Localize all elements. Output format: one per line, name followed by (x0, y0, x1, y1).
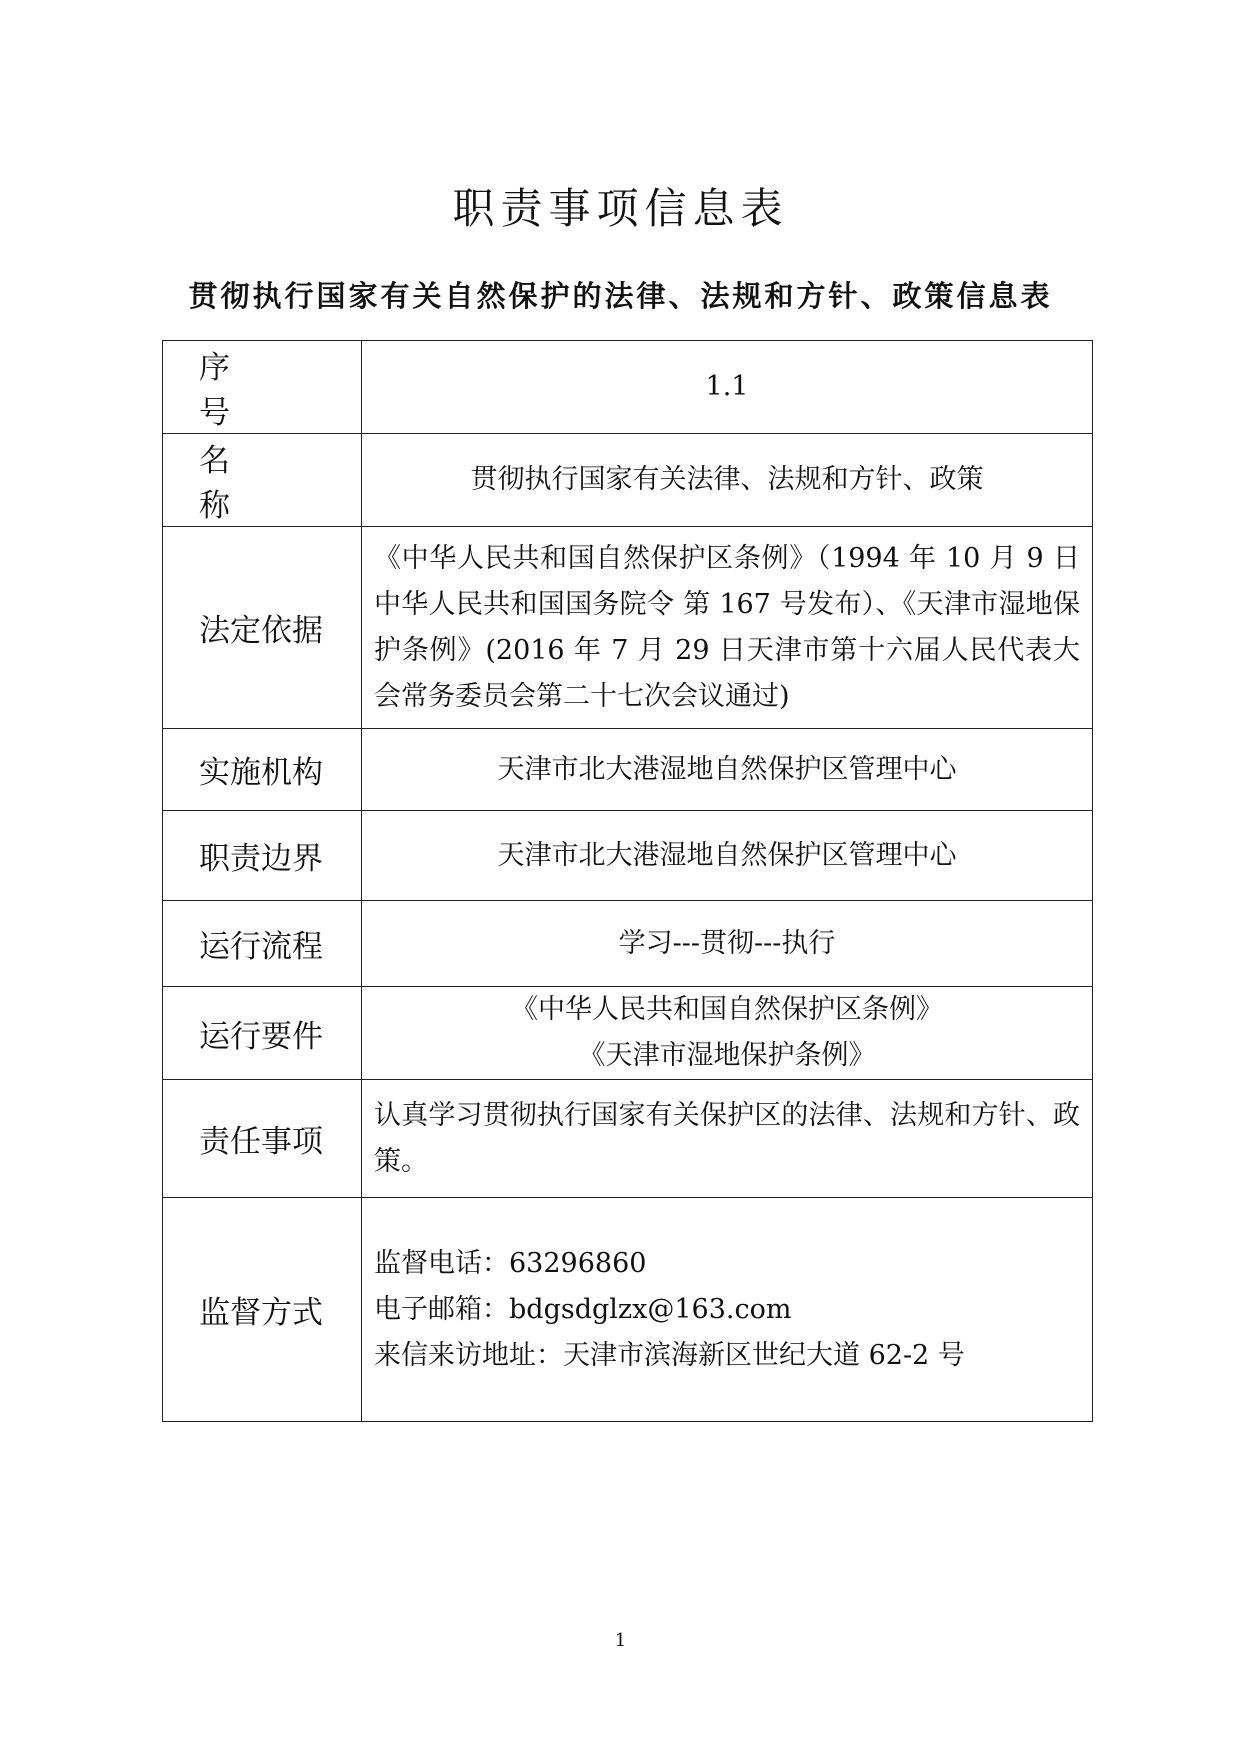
responsibility-boundary-label: 职责边界 (163, 811, 362, 901)
table-row-name (163, 434, 1093, 527)
responsibility-boundary-value: 天津市北大港湿地自然保护区管理中心 (362, 811, 1093, 901)
requirements-label: 运行要件 (163, 987, 362, 1080)
table-row-implementing-body (163, 729, 1093, 811)
table-row-legal-basis (163, 527, 1093, 729)
table-row-process (163, 901, 1093, 987)
process-value: 学习---贯彻---执行 (362, 901, 1093, 987)
implementing-body-label: 实施机构 (163, 729, 362, 811)
legal-basis-value: 《中华人民共和国自然保护区条例》（1994 年 10 月 9 日中华人民共和国国务院令 第 167 号发布）、《天津市湿地保护条例》(2016 年 7 月 29 日天津市第十六届人民代表大会常务委员会第二十七次会议通过) (362, 527, 1093, 729)
implementing-body-value: 天津市北大港湿地自然保护区管理中心 (362, 729, 1093, 811)
supervision-label: 监督方式 (163, 1198, 362, 1422)
supervision-value (362, 1198, 1093, 1422)
requirements-value (362, 987, 1093, 1080)
name-label: 名 称 (163, 434, 362, 527)
table-row-responsibilities (163, 1080, 1093, 1198)
responsibilities-label: 责任事项 (163, 1080, 362, 1198)
supervision-email: 电子邮箱：bdgsdglzx@163.com (374, 1293, 792, 1325)
serial-value: 1.1 (362, 341, 1093, 434)
page-subtitle: 贯彻执行国家有关自然保护的法律、法规和方针、政策信息表 (188, 279, 1053, 313)
table-row-serial (163, 341, 1093, 434)
requirements-line: 《中华人民共和国自然保护区条例》 (511, 994, 943, 1025)
info-table (162, 340, 1093, 1422)
responsibilities-value: 认真学习贯彻执行国家有关保护区的法律、法规和方针、政策。 (362, 1080, 1093, 1198)
table-row-supervision (163, 1198, 1093, 1422)
page-number: 1 (614, 1630, 627, 1651)
legal-basis-label: 法定依据 (163, 527, 362, 729)
supervision-phone: 监督电话：63296860 (374, 1247, 647, 1279)
page-title: 职责事项信息表 (452, 184, 789, 233)
serial-label: 序 号 (163, 341, 362, 434)
requirements-line: 《天津市湿地保护条例》 (578, 1040, 876, 1071)
table-row-requirements (163, 987, 1093, 1080)
process-label: 运行流程 (163, 901, 362, 987)
supervision-address: 来信来访地址：天津市滨海新区世纪大道 62-2 号 (374, 1339, 965, 1371)
table-row-responsibility-boundary (163, 811, 1093, 901)
name-value: 贯彻执行国家有关法律、法规和方针、政策 (362, 434, 1093, 527)
